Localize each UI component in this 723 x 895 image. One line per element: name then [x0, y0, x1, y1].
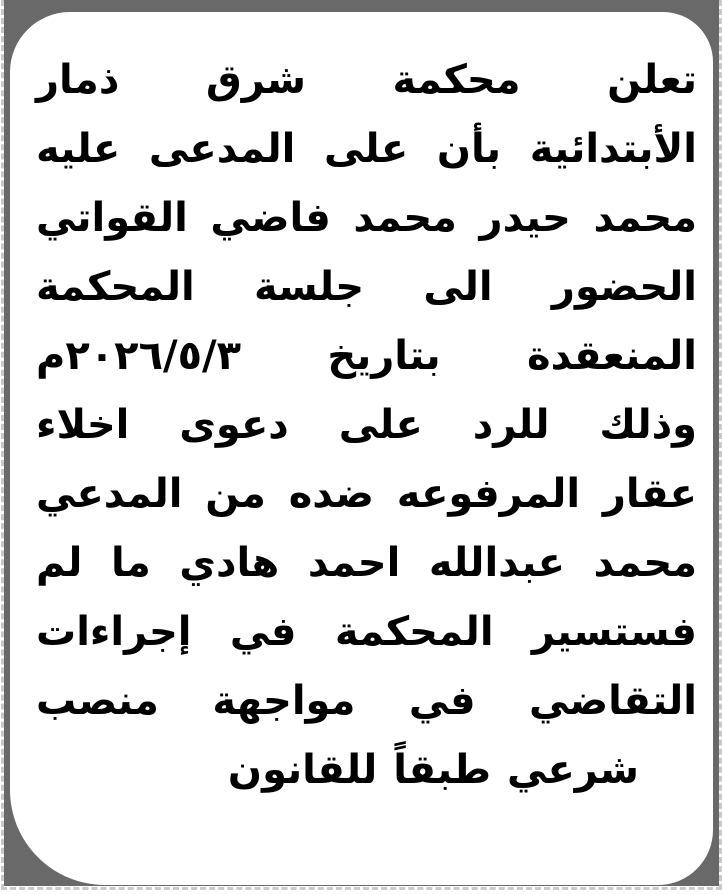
notice-line: التقاضي في مواجهة منصب	[36, 678, 697, 724]
notice-line: عقار المرفوعه ضده من المدعي	[36, 471, 697, 517]
notice-line: الحضور الى جلسة المحكمة	[36, 264, 697, 310]
notice-line: وذلك للرد على دعوى اخلاء	[36, 402, 697, 448]
notice-line: الأبتدائية بأن على المدعى عليه	[36, 126, 697, 172]
notice-line-last: شرعي طبقاً للقانون	[227, 747, 639, 793]
notice-card	[10, 12, 713, 885]
notice-line: فستسير المحكمة في إجراءات	[36, 609, 697, 655]
notice-line: محمد عبدالله احمد هادي ما لم	[36, 540, 697, 586]
notice-text	[36, 46, 697, 805]
notice-line-hearing-date: المنعقدة بتاريخ ٢٠٢٦/٥/٣م	[36, 333, 697, 379]
notice-line: تعلن محكمة شرق ذمار	[36, 57, 697, 103]
notice-line: محمد حيدر محمد فاضي القواتي	[36, 195, 697, 241]
